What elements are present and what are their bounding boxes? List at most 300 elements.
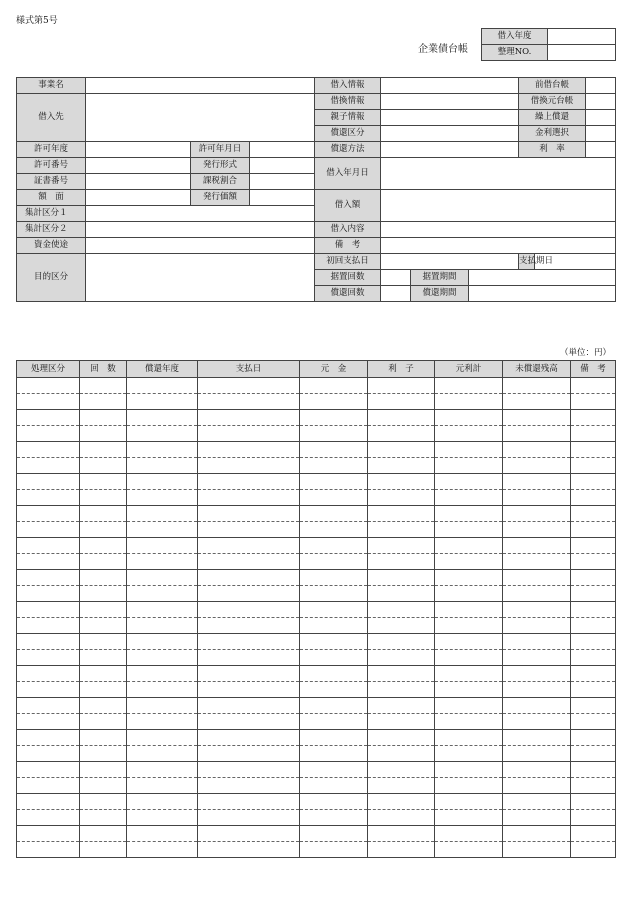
table-cell[interactable]	[503, 634, 571, 650]
table-cell[interactable]	[435, 810, 503, 826]
table-cell[interactable]	[17, 442, 80, 458]
agg-cat2-field[interactable]	[86, 222, 315, 238]
table-cell[interactable]	[435, 602, 503, 618]
table-cell[interactable]	[80, 522, 127, 538]
table-cell[interactable]	[300, 794, 368, 810]
table-cell[interactable]	[17, 458, 80, 474]
table-cell[interactable]	[435, 394, 503, 410]
cert-number-field[interactable]	[86, 174, 191, 190]
permit-date-field[interactable]	[250, 142, 315, 158]
table-cell[interactable]	[17, 682, 80, 698]
table-cell[interactable]	[17, 586, 80, 602]
table-cell[interactable]	[80, 618, 127, 634]
table-cell[interactable]	[300, 506, 368, 522]
table-cell[interactable]	[198, 442, 300, 458]
table-cell[interactable]	[571, 522, 616, 538]
table-cell[interactable]	[198, 602, 300, 618]
table-cell[interactable]	[127, 506, 198, 522]
face-value-field[interactable]	[86, 190, 191, 206]
table-cell[interactable]	[368, 794, 435, 810]
table-cell[interactable]	[368, 842, 435, 858]
table-cell[interactable]	[571, 682, 616, 698]
table-cell[interactable]	[17, 778, 80, 794]
table-cell[interactable]	[127, 666, 198, 682]
table-cell[interactable]	[198, 634, 300, 650]
table-cell[interactable]	[435, 490, 503, 506]
table-cell[interactable]	[17, 698, 80, 714]
table-cell[interactable]	[368, 650, 435, 666]
table-cell[interactable]	[80, 698, 127, 714]
table-cell[interactable]	[571, 762, 616, 778]
table-cell[interactable]	[571, 810, 616, 826]
table-cell[interactable]	[80, 634, 127, 650]
table-cell[interactable]	[127, 826, 198, 842]
table-cell[interactable]	[198, 394, 300, 410]
table-cell[interactable]	[435, 506, 503, 522]
table-cell[interactable]	[571, 650, 616, 666]
table-cell[interactable]	[127, 842, 198, 858]
table-cell[interactable]	[435, 698, 503, 714]
table-cell[interactable]	[503, 586, 571, 602]
remarks-field[interactable]	[381, 238, 616, 254]
table-cell[interactable]	[198, 682, 300, 698]
table-cell[interactable]	[80, 394, 127, 410]
table-cell[interactable]	[198, 554, 300, 570]
table-cell[interactable]	[198, 746, 300, 762]
table-cell[interactable]	[198, 730, 300, 746]
table-cell[interactable]	[198, 586, 300, 602]
table-cell[interactable]	[127, 474, 198, 490]
table-cell[interactable]	[503, 778, 571, 794]
table-cell[interactable]	[127, 410, 198, 426]
table-cell[interactable]	[571, 826, 616, 842]
table-cell[interactable]	[571, 730, 616, 746]
table-cell[interactable]	[300, 682, 368, 698]
table-cell[interactable]	[503, 506, 571, 522]
table-cell[interactable]	[503, 410, 571, 426]
table-cell[interactable]	[571, 378, 616, 394]
table-cell[interactable]	[571, 778, 616, 794]
table-cell[interactable]	[198, 842, 300, 858]
fiscal-year-field[interactable]	[548, 29, 616, 45]
table-cell[interactable]	[300, 602, 368, 618]
table-cell[interactable]	[435, 762, 503, 778]
table-cell[interactable]	[300, 746, 368, 762]
table-cell[interactable]	[198, 458, 300, 474]
table-cell[interactable]	[127, 554, 198, 570]
table-cell[interactable]	[571, 394, 616, 410]
table-cell[interactable]	[198, 474, 300, 490]
table-cell[interactable]	[368, 730, 435, 746]
table-cell[interactable]	[435, 570, 503, 586]
borrow-contents-field[interactable]	[381, 222, 616, 238]
table-cell[interactable]	[503, 650, 571, 666]
table-cell[interactable]	[198, 810, 300, 826]
table-cell[interactable]	[17, 426, 80, 442]
table-cell[interactable]	[80, 794, 127, 810]
table-cell[interactable]	[17, 714, 80, 730]
table-cell[interactable]	[127, 394, 198, 410]
table-cell[interactable]	[127, 778, 198, 794]
table-cell[interactable]	[80, 650, 127, 666]
table-cell[interactable]	[80, 506, 127, 522]
table-cell[interactable]	[435, 474, 503, 490]
table-cell[interactable]	[80, 458, 127, 474]
table-cell[interactable]	[503, 666, 571, 682]
table-cell[interactable]	[571, 410, 616, 426]
table-cell[interactable]	[435, 730, 503, 746]
table-cell[interactable]	[127, 378, 198, 394]
table-cell[interactable]	[368, 666, 435, 682]
table-cell[interactable]	[503, 810, 571, 826]
repay-count-field[interactable]	[381, 286, 411, 302]
table-cell[interactable]	[571, 490, 616, 506]
table-cell[interactable]	[368, 634, 435, 650]
table-cell[interactable]	[368, 746, 435, 762]
table-cell[interactable]	[80, 538, 127, 554]
table-cell[interactable]	[198, 490, 300, 506]
prev-ledger-field[interactable]	[586, 78, 616, 94]
table-cell[interactable]	[17, 570, 80, 586]
table-cell[interactable]	[198, 522, 300, 538]
table-cell[interactable]	[503, 394, 571, 410]
table-cell[interactable]	[300, 826, 368, 842]
table-cell[interactable]	[571, 474, 616, 490]
table-cell[interactable]	[300, 810, 368, 826]
lender-field[interactable]	[86, 94, 315, 142]
table-cell[interactable]	[368, 778, 435, 794]
grace-period-field[interactable]	[469, 270, 616, 286]
table-cell[interactable]	[80, 474, 127, 490]
table-cell[interactable]	[300, 730, 368, 746]
table-cell[interactable]	[300, 778, 368, 794]
table-cell[interactable]	[368, 586, 435, 602]
table-cell[interactable]	[17, 730, 80, 746]
table-cell[interactable]	[368, 762, 435, 778]
table-cell[interactable]	[127, 698, 198, 714]
table-cell[interactable]	[300, 586, 368, 602]
repay-category-field[interactable]	[381, 126, 519, 142]
table-cell[interactable]	[127, 586, 198, 602]
table-cell[interactable]	[80, 730, 127, 746]
table-cell[interactable]	[368, 522, 435, 538]
table-cell[interactable]	[571, 506, 616, 522]
table-cell[interactable]	[80, 490, 127, 506]
table-cell[interactable]	[435, 442, 503, 458]
table-cell[interactable]	[300, 490, 368, 506]
table-cell[interactable]	[368, 714, 435, 730]
permit-year-field[interactable]	[86, 142, 191, 158]
table-cell[interactable]	[17, 650, 80, 666]
issue-format-field[interactable]	[250, 158, 315, 174]
repay-method-field[interactable]	[381, 142, 519, 158]
table-cell[interactable]	[127, 522, 198, 538]
table-cell[interactable]	[368, 618, 435, 634]
table-cell[interactable]	[300, 538, 368, 554]
issue-price-field[interactable]	[250, 190, 315, 206]
table-cell[interactable]	[198, 538, 300, 554]
table-cell[interactable]	[127, 634, 198, 650]
table-cell[interactable]	[127, 746, 198, 762]
table-cell[interactable]	[17, 634, 80, 650]
table-cell[interactable]	[80, 426, 127, 442]
table-cell[interactable]	[127, 714, 198, 730]
table-cell[interactable]	[198, 618, 300, 634]
table-cell[interactable]	[17, 538, 80, 554]
table-cell[interactable]	[435, 410, 503, 426]
table-cell[interactable]	[503, 826, 571, 842]
table-cell[interactable]	[80, 714, 127, 730]
table-cell[interactable]	[300, 714, 368, 730]
table-cell[interactable]	[503, 842, 571, 858]
table-cell[interactable]	[198, 794, 300, 810]
table-cell[interactable]	[503, 618, 571, 634]
table-cell[interactable]	[17, 666, 80, 682]
table-cell[interactable]	[80, 810, 127, 826]
table-cell[interactable]	[503, 602, 571, 618]
table-cell[interactable]	[503, 714, 571, 730]
table-cell[interactable]	[17, 602, 80, 618]
table-cell[interactable]	[17, 842, 80, 858]
table-cell[interactable]	[17, 810, 80, 826]
table-cell[interactable]	[17, 554, 80, 570]
table-cell[interactable]	[435, 842, 503, 858]
table-cell[interactable]	[300, 666, 368, 682]
table-cell[interactable]	[80, 378, 127, 394]
table-cell[interactable]	[368, 458, 435, 474]
table-cell[interactable]	[17, 474, 80, 490]
table-cell[interactable]	[80, 682, 127, 698]
fund-use-field[interactable]	[86, 238, 315, 254]
table-cell[interactable]	[17, 618, 80, 634]
table-cell[interactable]	[17, 394, 80, 410]
table-cell[interactable]	[435, 538, 503, 554]
table-cell[interactable]	[300, 842, 368, 858]
table-cell[interactable]	[198, 650, 300, 666]
table-cell[interactable]	[571, 554, 616, 570]
purpose-cat-field[interactable]	[86, 254, 315, 302]
table-cell[interactable]	[503, 746, 571, 762]
interest-rate-field[interactable]	[586, 142, 616, 158]
table-cell[interactable]	[435, 714, 503, 730]
table-cell[interactable]	[435, 586, 503, 602]
table-cell[interactable]	[127, 602, 198, 618]
table-cell[interactable]	[368, 554, 435, 570]
table-cell[interactable]	[368, 538, 435, 554]
table-cell[interactable]	[198, 762, 300, 778]
table-cell[interactable]	[198, 506, 300, 522]
table-cell[interactable]	[368, 682, 435, 698]
tax-ratio-field[interactable]	[250, 174, 315, 190]
table-cell[interactable]	[435, 682, 503, 698]
table-cell[interactable]	[503, 522, 571, 538]
table-cell[interactable]	[503, 682, 571, 698]
table-cell[interactable]	[127, 762, 198, 778]
table-cell[interactable]	[368, 474, 435, 490]
table-cell[interactable]	[17, 746, 80, 762]
table-cell[interactable]	[80, 554, 127, 570]
table-cell[interactable]	[80, 666, 127, 682]
table-cell[interactable]	[503, 762, 571, 778]
table-cell[interactable]	[80, 842, 127, 858]
table-cell[interactable]	[300, 474, 368, 490]
table-cell[interactable]	[80, 778, 127, 794]
table-cell[interactable]	[80, 410, 127, 426]
table-cell[interactable]	[435, 778, 503, 794]
table-cell[interactable]	[17, 410, 80, 426]
table-cell[interactable]	[435, 618, 503, 634]
table-cell[interactable]	[435, 746, 503, 762]
table-cell[interactable]	[503, 570, 571, 586]
table-cell[interactable]	[80, 602, 127, 618]
table-cell[interactable]	[435, 458, 503, 474]
table-cell[interactable]	[503, 426, 571, 442]
table-cell[interactable]	[503, 442, 571, 458]
table-cell[interactable]	[17, 490, 80, 506]
table-cell[interactable]	[300, 650, 368, 666]
table-cell[interactable]	[198, 698, 300, 714]
table-cell[interactable]	[17, 826, 80, 842]
table-cell[interactable]	[300, 554, 368, 570]
table-cell[interactable]	[435, 634, 503, 650]
table-cell[interactable]	[368, 826, 435, 842]
table-cell[interactable]	[368, 698, 435, 714]
table-cell[interactable]	[300, 410, 368, 426]
table-cell[interactable]	[127, 442, 198, 458]
table-cell[interactable]	[571, 698, 616, 714]
table-cell[interactable]	[127, 458, 198, 474]
table-cell[interactable]	[127, 730, 198, 746]
table-cell[interactable]	[503, 538, 571, 554]
table-cell[interactable]	[127, 570, 198, 586]
table-cell[interactable]	[571, 634, 616, 650]
table-cell[interactable]	[571, 586, 616, 602]
table-cell[interactable]	[127, 810, 198, 826]
table-cell[interactable]	[80, 826, 127, 842]
table-cell[interactable]	[368, 506, 435, 522]
table-cell[interactable]	[80, 586, 127, 602]
table-cell[interactable]	[571, 602, 616, 618]
table-cell[interactable]	[368, 490, 435, 506]
table-cell[interactable]	[198, 570, 300, 586]
table-cell[interactable]	[300, 618, 368, 634]
table-cell[interactable]	[435, 378, 503, 394]
table-cell[interactable]	[300, 762, 368, 778]
table-cell[interactable]	[80, 746, 127, 762]
table-cell[interactable]	[503, 458, 571, 474]
borrow-amount-field[interactable]	[381, 190, 616, 222]
table-cell[interactable]	[198, 378, 300, 394]
table-cell[interactable]	[503, 794, 571, 810]
grace-count-field[interactable]	[381, 270, 411, 286]
repay-period-field[interactable]	[469, 286, 616, 302]
table-cell[interactable]	[571, 538, 616, 554]
table-cell[interactable]	[503, 474, 571, 490]
table-cell[interactable]	[571, 746, 616, 762]
table-cell[interactable]	[368, 410, 435, 426]
table-cell[interactable]	[300, 458, 368, 474]
refinance-source-field[interactable]	[586, 94, 616, 110]
table-cell[interactable]	[300, 394, 368, 410]
parent-child-info-field[interactable]	[381, 110, 519, 126]
table-cell[interactable]	[435, 666, 503, 682]
table-cell[interactable]	[503, 730, 571, 746]
table-cell[interactable]	[503, 554, 571, 570]
table-cell[interactable]	[435, 650, 503, 666]
table-cell[interactable]	[127, 618, 198, 634]
table-cell[interactable]	[127, 682, 198, 698]
table-cell[interactable]	[300, 522, 368, 538]
table-cell[interactable]	[368, 378, 435, 394]
table-cell[interactable]	[368, 394, 435, 410]
table-cell[interactable]	[571, 842, 616, 858]
table-cell[interactable]	[300, 426, 368, 442]
table-cell[interactable]	[368, 442, 435, 458]
table-cell[interactable]	[503, 490, 571, 506]
table-cell[interactable]	[571, 426, 616, 442]
table-cell[interactable]	[571, 442, 616, 458]
table-cell[interactable]	[435, 826, 503, 842]
table-cell[interactable]	[571, 570, 616, 586]
project-name-field[interactable]	[86, 78, 315, 94]
table-cell[interactable]	[127, 794, 198, 810]
table-cell[interactable]	[435, 522, 503, 538]
table-cell[interactable]	[17, 522, 80, 538]
table-cell[interactable]	[300, 634, 368, 650]
table-cell[interactable]	[503, 698, 571, 714]
table-cell[interactable]	[368, 810, 435, 826]
table-cell[interactable]	[368, 602, 435, 618]
ref-no-field[interactable]	[548, 45, 616, 61]
table-cell[interactable]	[198, 426, 300, 442]
table-cell[interactable]	[80, 762, 127, 778]
table-cell[interactable]	[127, 490, 198, 506]
table-cell[interactable]	[571, 714, 616, 730]
table-cell[interactable]	[435, 426, 503, 442]
first-pay-date-field[interactable]	[381, 254, 519, 270]
table-cell[interactable]	[571, 458, 616, 474]
table-cell[interactable]	[300, 698, 368, 714]
early-repay-field[interactable]	[586, 110, 616, 126]
table-cell[interactable]	[571, 618, 616, 634]
table-cell[interactable]	[127, 650, 198, 666]
table-cell[interactable]	[198, 410, 300, 426]
table-cell[interactable]	[503, 378, 571, 394]
table-cell[interactable]	[435, 794, 503, 810]
table-cell[interactable]	[571, 666, 616, 682]
table-cell[interactable]	[80, 442, 127, 458]
table-cell[interactable]	[198, 778, 300, 794]
table-cell[interactable]	[17, 506, 80, 522]
permit-number-field[interactable]	[86, 158, 191, 174]
table-cell[interactable]	[127, 538, 198, 554]
table-cell[interactable]	[300, 570, 368, 586]
table-cell[interactable]	[571, 794, 616, 810]
interest-select-field[interactable]	[586, 126, 616, 142]
table-cell[interactable]	[435, 554, 503, 570]
table-cell[interactable]	[80, 570, 127, 586]
table-cell[interactable]	[17, 762, 80, 778]
table-cell[interactable]	[368, 570, 435, 586]
agg-cat1-field[interactable]	[86, 206, 315, 222]
table-cell[interactable]	[368, 426, 435, 442]
borrow-date-field[interactable]	[381, 158, 616, 190]
table-cell[interactable]	[198, 826, 300, 842]
table-cell[interactable]	[127, 426, 198, 442]
borrow-info-field[interactable]	[381, 78, 519, 94]
table-cell[interactable]	[17, 794, 80, 810]
table-cell[interactable]	[300, 442, 368, 458]
